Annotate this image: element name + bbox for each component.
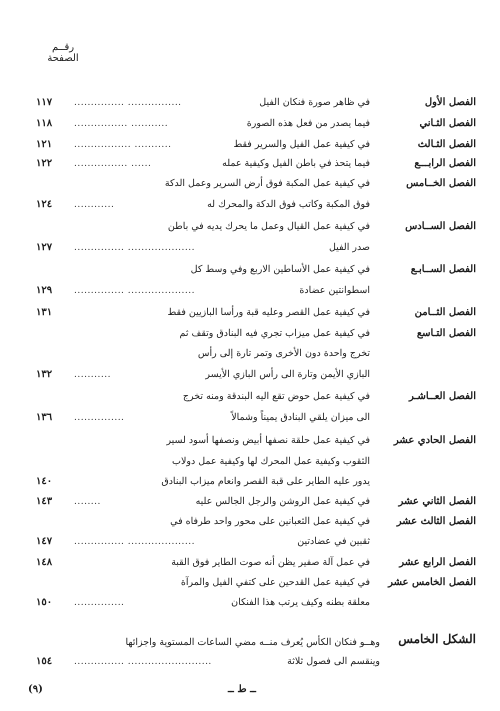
leader-dots: ................. ........... [74,140,172,150]
leader-dots: ........... [74,370,111,380]
section-title: الفصل الخامس عشر [388,577,476,588]
page-number: ١١٧ [36,97,53,108]
header-line-number: رقــم [51,42,75,53]
leader-dots: ........ [74,497,101,507]
entry-description: فيما يتحذ في باطن الفيل وكيفية عمله [222,158,370,169]
part-description: وهــو فنكان الكأس يُعرف منــه مضي الساعات المستوية واجزائها [125,637,380,648]
leader-dots: ................ ...... [74,159,152,169]
entry-description: اسطوانتين عضادة [299,285,370,296]
section-title: الفصل التـاسع [416,328,476,339]
page-number: ١٥٤ [36,656,53,667]
entry-description: في ظاهر صورة فنكان الفيل [259,97,370,108]
leader-dots: ............ [74,200,115,210]
leader-dots: ................ ........... [74,119,169,129]
part-description: وينقسم الى فصول ثلاثة [287,656,380,667]
entry-description: في كيفية عمل الفيل والسرير فقط [233,139,370,150]
leader-dots: ............... ................ [74,98,182,108]
entry-description: صدر الفيل [328,242,370,253]
section-title: الفصل الســادس [405,221,476,232]
entry-description: في كيفية عمل المكبة فوق أرض السرير وعمل الدكة [164,178,370,189]
page-number: ١٣٢ [36,369,53,380]
leader-dots: ............... ......................... [74,657,212,667]
entry-description: في كيفية عمل حوض تقع اليه البندقة ومنه تخرج [182,391,370,402]
leader-dots: ............... .................... [74,286,195,296]
leader-dots: ............... [74,598,125,608]
page-number: ١٣١ [36,307,53,318]
entry-description: يدور عليه الطاير على قبة القصر وانعام ميزاب البنادق [161,476,370,487]
page-number: ١٢٢ [36,158,53,169]
section-title: الفصل الســابـع [410,264,476,275]
page-number: ١٢١ [36,139,53,150]
entry-description: في كيفية عمل الثعبانين على محور واحد طرفاه في [170,516,370,527]
page-number: ١٣٦ [36,412,53,423]
entry-description: تخرج واحدة دون الأخرى وتمر تارة إلى رأس [197,348,370,359]
page-number: ١٤٧ [36,536,53,547]
page-number: ١٤٨ [36,557,53,568]
section-title: الفصل الثالث عشر [396,516,476,527]
section-title: الفصل الثـالث [417,139,476,150]
entry-description: في كيفية عمل القصر وعليه قبة ورأسا البازيين فقط [167,307,370,318]
section-title: الفصل الرابع عشر [399,557,476,568]
footer-page-label: (٩) [28,684,43,695]
page-number: ١١٨ [36,118,53,129]
entry-description: البازي الأيمن وتارة الى رأس البازي الأيسر [205,369,370,380]
section-title: الفصل الرابـــع [414,158,476,169]
footer-page-letter: ــ ط ــ [228,684,256,695]
entry-description: في كيفية عمل الأساطين الاربع وفي وسط كل [190,264,370,275]
entry-description: معلقة بطنه وكيف يرتب هذا الفنكان [231,597,370,608]
section-title: الفصل الثـاني [419,118,476,129]
section-title: الفصل الخــامس [406,178,476,189]
page-number: ١٤٠ [36,476,53,487]
entry-description: في كيفية عمل حلقة نصفها أبيض ونصفها أسود لسير [166,435,370,446]
section-title: الفصل الثــامن [414,307,476,318]
page-number: ١٥٠ [36,597,53,608]
page-number: ١٢٤ [36,199,53,210]
part-title: الشكل الخامس [398,632,476,646]
entry-description: فيما يصدر من فعل هذه الصورة [246,118,370,129]
leader-dots: ............... [74,413,125,423]
entry-description: في كيفية عمل القدحين على كتفي الفيل والمرآة [180,577,370,588]
page-number: ١٢٧ [36,242,53,253]
section-title: الفصل الثاني عشر [398,496,476,507]
section-title: الفصل العــاشـر [409,391,476,402]
entry-description: ثقبين في عضادتين [297,536,370,547]
page-number: ١٤٣ [36,496,53,507]
entry-description: في كيفية عمل ميزاب تجري فيه البنادق وتقف ثم [179,328,370,339]
leader-dots: ............... .................... [74,243,195,253]
entry-description: الثقوب وكيفية عمل المحرك لها وكيفية عمل دولاب [172,456,370,467]
entry-description: الى ميزان يلقي البنادق يميناً وشمالاً [231,412,370,423]
section-title: الفصل الحادي عشر [393,435,476,446]
entry-description: في عمل آلة صفير يظن أنه صوت الطاير فوق القبة [171,557,370,568]
page-number: ١٢٩ [36,285,53,296]
page-number-column-header [38,42,88,64]
leader-dots: ............... .................... [74,537,195,547]
entry-description: في كيفية عمل الروشن والرجل الجالس عليه [195,496,370,507]
entry-description: في كيفية عمل القيال وعمل ما يحرك يديه في باطن [167,221,370,232]
header-line-page: الصفحة [47,53,79,64]
section-title: الفصل الأول [424,97,476,108]
entry-description: فوق المكبة وكاتب فوق الدكة والمحرك له [207,199,370,210]
